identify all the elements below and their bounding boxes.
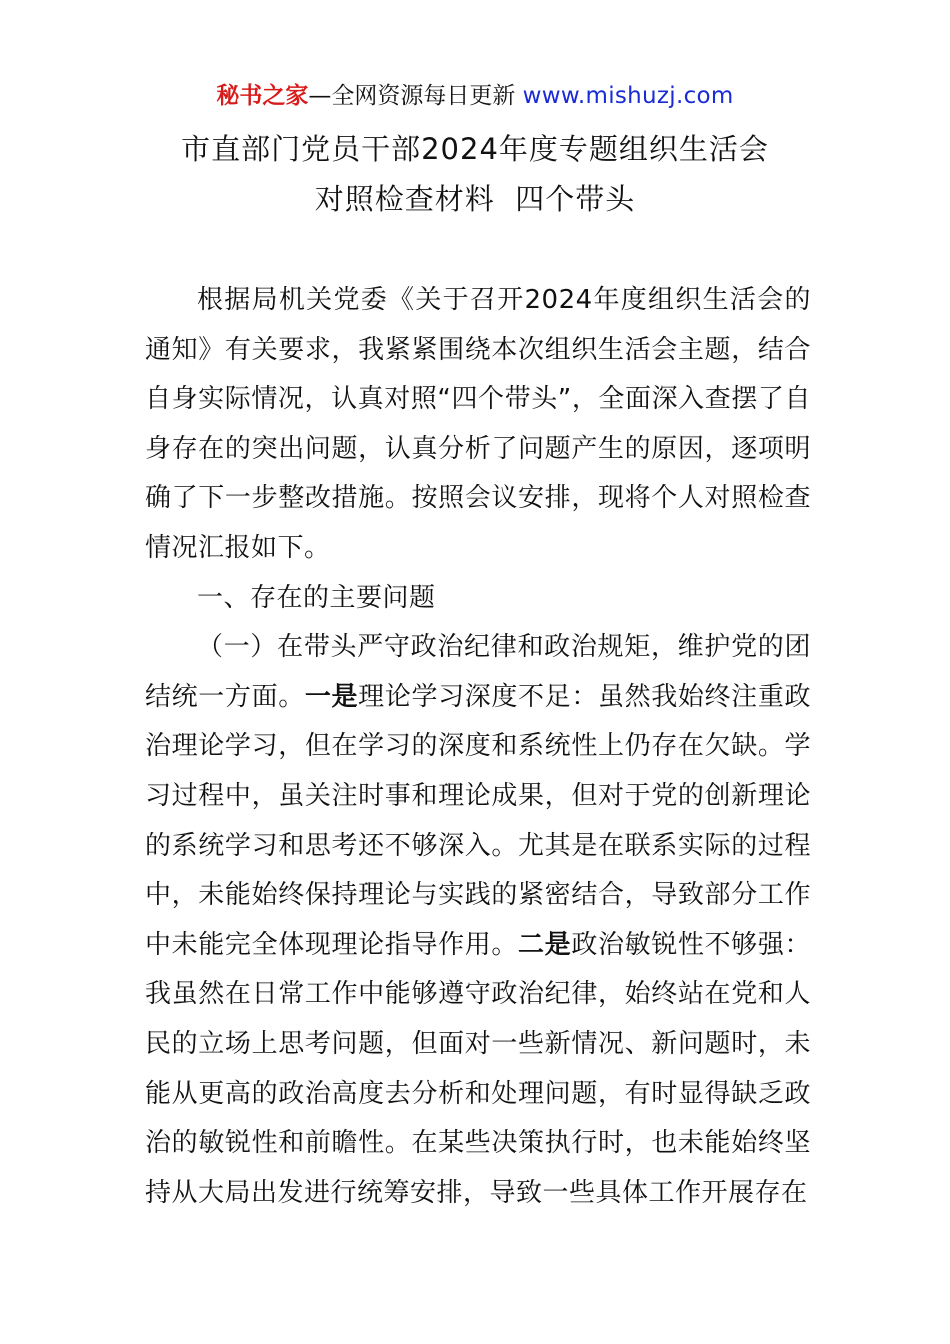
point-text-2: 政治敏锐性不够强：我虽然在日常工作中能够遵守政治纪律，始终站在党和人民的立场上思考问题，但面对一些新情况、新问题时，未能从更高的政治高度去分析和处理问题，有时显得缺乏政治的敏锐性和前瞻性。在某些决策执行时，也未能始终坚持从大局出发进行统筹安排，导致一些具体工作开展存在 (145, 929, 811, 1208)
point-text-1: 理论学习深度不足：虽然我始终注重政治理论学习，但在学习的深度和系统性上仍存在欠缺。学习过程中，虽关注时事和理论成果，但对于党的创新理论的系统学习和思考还不够深入。尤其是在联系实际的过程中，未能始终保持理论与实践的紧密结合，导致部分工作中未能完全体现理论指导作用。 (145, 681, 811, 960)
site-header (0, 80, 950, 112)
point-label-2: 二是 (518, 929, 572, 960)
section-heading: 一、存在的主要问题 (197, 582, 436, 613)
document-body (145, 276, 811, 1218)
point-label-1: 一是 (304, 681, 359, 712)
site-tagline: —全网资源每日更新 (308, 83, 516, 109)
document-title-line-2: 对照检查材料 四个带头 (314, 182, 636, 216)
document-title-line-1: 市直部门党员干部2024年度专题组织生活会 (181, 132, 769, 166)
site-brand: 秘书之家 (216, 83, 309, 109)
item-lead: （一）在带头严守政治纪律和政治规矩，维护党的团结统一方面。 (145, 632, 811, 712)
intro-paragraph: 根据局机关党委《关于召开2024年度组织生活会的通知》有关要求，我紧紧围绕本次组织生活会主题，结合自身实际情况，认真对照“四个带头”，全面深入查摆了自身存在的突出问题，认真分析了问题产生的原因，逐项明确了下一步整改措施。按照会议安排，现将个人对照检查情况汇报如下。 (145, 285, 811, 563)
item-paragraph (145, 623, 811, 1218)
site-url-link[interactable]: www.mishuzj.com (522, 83, 734, 109)
